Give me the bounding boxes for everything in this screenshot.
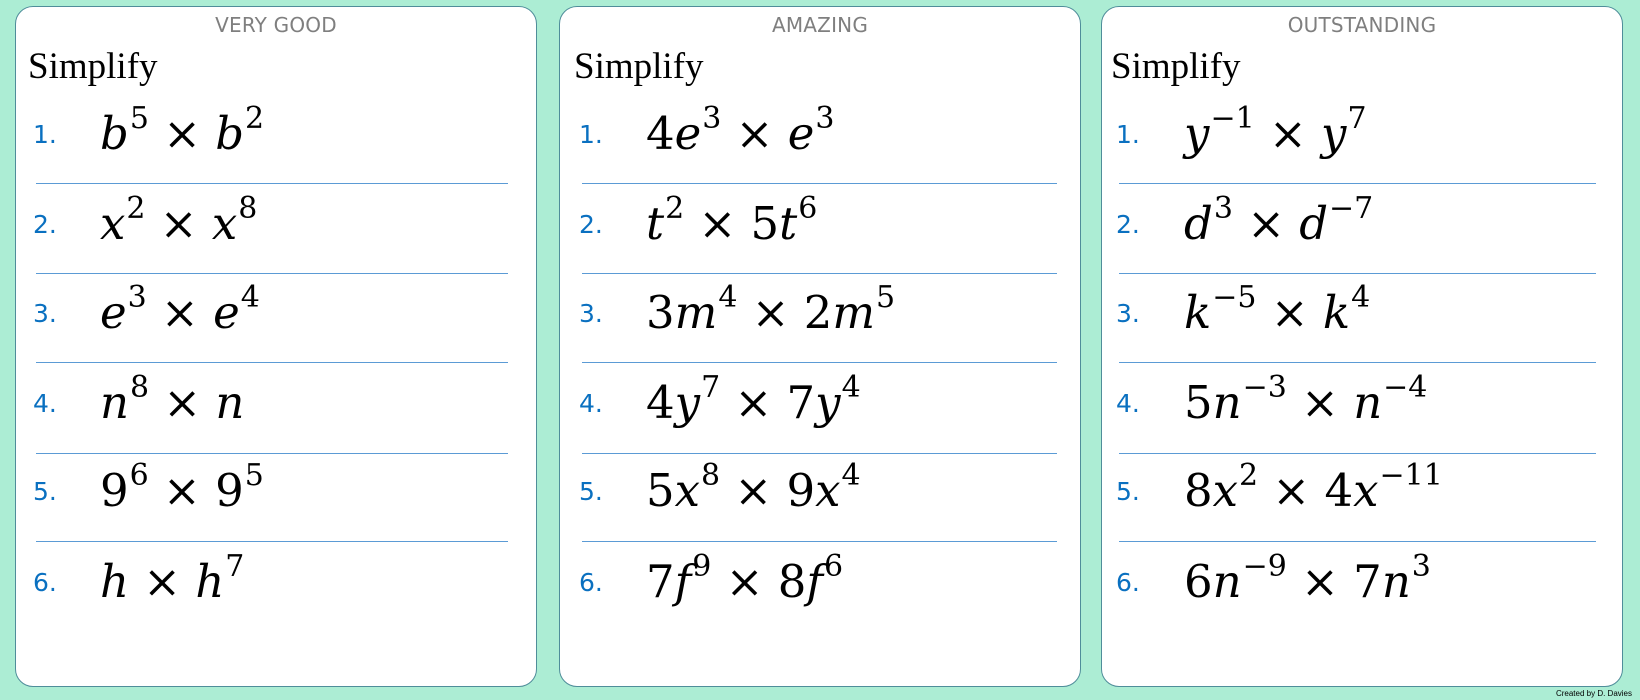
question-number: 3.: [33, 299, 57, 328]
variable: y: [1184, 107, 1210, 160]
exponent: 4: [841, 458, 861, 493]
operator-or-coefficient: ×: [1254, 107, 1321, 160]
variable: t: [779, 197, 798, 250]
card-heading: Simplify: [574, 46, 704, 87]
exponent: 5: [876, 280, 896, 315]
operator-or-coefficient: 6: [1184, 555, 1213, 608]
exponent: 5: [244, 458, 264, 493]
variable: x: [211, 197, 238, 250]
operator-or-coefficient: ×: [148, 464, 216, 517]
question-expression: [646, 458, 861, 517]
variable: n: [1353, 376, 1383, 429]
exponent: 7: [225, 549, 245, 584]
exponent: 2: [665, 191, 685, 226]
exponent: 2: [245, 101, 265, 136]
question-expression: [1184, 370, 1428, 429]
exponent: −1: [1210, 101, 1255, 136]
variable: t: [646, 197, 665, 250]
operator-or-coefficient: ×: [1286, 376, 1354, 429]
divider: [36, 453, 508, 454]
variable: x: [815, 464, 841, 517]
card-outstanding: [1101, 6, 1623, 687]
question-expression: [646, 549, 844, 608]
operator-or-coefficient: ×: [1232, 197, 1300, 250]
variable: n: [215, 376, 245, 429]
divider: [1119, 362, 1596, 363]
exponent: 6: [129, 458, 149, 493]
operator-or-coefficient: 8: [1184, 464, 1213, 517]
divider: [1119, 183, 1596, 184]
variable: y: [815, 376, 841, 429]
question-expression: [1184, 458, 1443, 517]
variable: h: [100, 555, 129, 608]
divider: [582, 362, 1057, 363]
operator-or-coefficient: 7: [646, 555, 675, 608]
exponent: 8: [238, 191, 258, 226]
exponent: 6: [824, 549, 844, 584]
operator-or-coefficient: 4: [646, 107, 675, 160]
variable: k: [1322, 286, 1351, 339]
question-number: 1.: [579, 120, 603, 149]
operator-or-coefficient: 4: [646, 376, 675, 429]
operator-or-coefficient: 9: [215, 464, 244, 517]
card-title: VERY GOOD: [215, 13, 337, 37]
exponent: −4: [1383, 370, 1428, 405]
divider: [582, 541, 1057, 542]
operator-or-coefficient: ×: [146, 286, 214, 339]
variable: k: [1184, 286, 1212, 339]
exponent: 3: [815, 101, 835, 136]
card-title: OUTSTANDING: [1287, 13, 1437, 37]
question-number: 1.: [1116, 120, 1140, 149]
question-expression: [100, 549, 245, 608]
exponent: 4: [841, 370, 861, 405]
question-number: 5.: [1116, 477, 1140, 506]
variable: e: [787, 107, 815, 160]
operator-or-coefficient: 9: [100, 464, 129, 517]
variable: e: [674, 107, 702, 160]
question-expression: [100, 458, 264, 517]
card-very-good: [15, 6, 537, 687]
question-number: 6.: [33, 568, 57, 597]
operator-or-coefficient: ×: [145, 197, 212, 250]
operator-or-coefficient: × 9: [720, 464, 816, 517]
question-expression: [1184, 191, 1374, 250]
question-number: 4.: [1116, 389, 1140, 418]
operator-or-coefficient: ×: [148, 107, 216, 160]
question-number: 2.: [579, 210, 603, 239]
operator-or-coefficient: ×: [128, 555, 196, 608]
variable: y: [674, 376, 701, 429]
exponent: 4: [1351, 280, 1371, 315]
question-number: 4.: [579, 389, 603, 418]
exponent: 8: [129, 370, 150, 405]
operator-or-coefficient: ×: [149, 376, 216, 429]
exponent: 3: [1213, 191, 1233, 226]
exponent: −7: [1329, 191, 1374, 226]
variable: f: [674, 555, 692, 608]
variable: n: [1212, 376, 1242, 429]
variable: y: [1321, 107, 1347, 160]
exponent: 3: [127, 280, 147, 315]
operator-or-coefficient: × 2: [737, 286, 833, 339]
variable: x: [1212, 464, 1239, 517]
divider: [582, 273, 1057, 274]
operator-or-coefficient: 5: [646, 464, 675, 517]
exponent: 7: [1347, 101, 1367, 136]
exponent: −9: [1242, 549, 1287, 584]
variable: e: [213, 286, 240, 339]
variable: h: [195, 555, 225, 608]
operator-or-coefficient: 5: [1184, 376, 1213, 429]
variable: e: [100, 286, 127, 339]
operator-or-coefficient: ×: [1256, 286, 1323, 339]
divider: [36, 541, 508, 542]
card-heading: Simplify: [28, 46, 158, 87]
question-number: 2.: [1116, 210, 1140, 239]
author-credit: Created by D. Davies: [1555, 689, 1632, 698]
exponent: 2: [1239, 458, 1259, 493]
exponent: 2: [126, 191, 146, 226]
variable: d: [1184, 197, 1213, 250]
variable: d: [1299, 197, 1329, 250]
card-amazing: [559, 6, 1081, 687]
question-number: 6.: [1116, 568, 1140, 597]
question-expression: [1184, 280, 1371, 339]
exponent: 3: [702, 101, 722, 136]
exponent: 4: [240, 280, 260, 315]
variable: x: [1353, 464, 1379, 517]
divider: [1119, 541, 1596, 542]
exponent: −3: [1242, 370, 1287, 405]
question-number: 4.: [33, 389, 57, 418]
question-number: 6.: [579, 568, 603, 597]
divider: [36, 273, 508, 274]
operator-or-coefficient: × 4: [1258, 464, 1354, 517]
exponent: 6: [798, 191, 818, 226]
operator-or-coefficient: × 8: [711, 555, 807, 608]
question-expression: [100, 101, 265, 160]
divider: [36, 362, 508, 363]
exponent: 3: [1411, 549, 1431, 584]
exponent: 4: [718, 280, 738, 315]
divider: [1119, 453, 1596, 454]
exponent: −5: [1212, 280, 1257, 315]
question-expression: [100, 280, 260, 339]
exponent: 7: [701, 370, 721, 405]
question-expression: [1184, 101, 1367, 160]
divider: [36, 183, 508, 184]
question-number: 5.: [579, 477, 603, 506]
exponent: 8: [701, 458, 721, 493]
question-number: 5.: [33, 477, 57, 506]
operator-or-coefficient: × 5: [684, 197, 780, 250]
variable: n: [1381, 555, 1411, 608]
variable: n: [1212, 555, 1242, 608]
card-heading: Simplify: [1111, 46, 1241, 87]
question-expression: [646, 370, 861, 429]
variable: m: [832, 286, 876, 339]
variable: x: [674, 464, 701, 517]
question-number: 3.: [579, 299, 603, 328]
question-expression: [646, 280, 896, 339]
question-expression: [100, 191, 258, 250]
question-number: 3.: [1116, 299, 1140, 328]
divider: [582, 453, 1057, 454]
variable: n: [100, 376, 129, 429]
exponent: −11: [1379, 458, 1443, 493]
variable: b: [100, 107, 129, 160]
exponent: 9: [692, 549, 712, 584]
operator-or-coefficient: 3: [646, 286, 675, 339]
operator-or-coefficient: × 7: [720, 376, 816, 429]
question-expression: [646, 101, 835, 160]
variable: b: [215, 107, 245, 160]
question-number: 1.: [33, 120, 57, 149]
card-title: AMAZING: [771, 13, 869, 37]
question-expression: [100, 370, 245, 429]
question-expression: [646, 191, 818, 250]
question-number: 2.: [33, 210, 57, 239]
divider: [1119, 273, 1596, 274]
exponent: 5: [129, 101, 149, 136]
variable: x: [100, 197, 126, 250]
divider: [582, 183, 1057, 184]
variable: f: [806, 555, 823, 608]
operator-or-coefficient: × 7: [1286, 555, 1382, 608]
question-expression: [1184, 549, 1431, 608]
variable: m: [674, 286, 718, 339]
operator-or-coefficient: ×: [721, 107, 788, 160]
